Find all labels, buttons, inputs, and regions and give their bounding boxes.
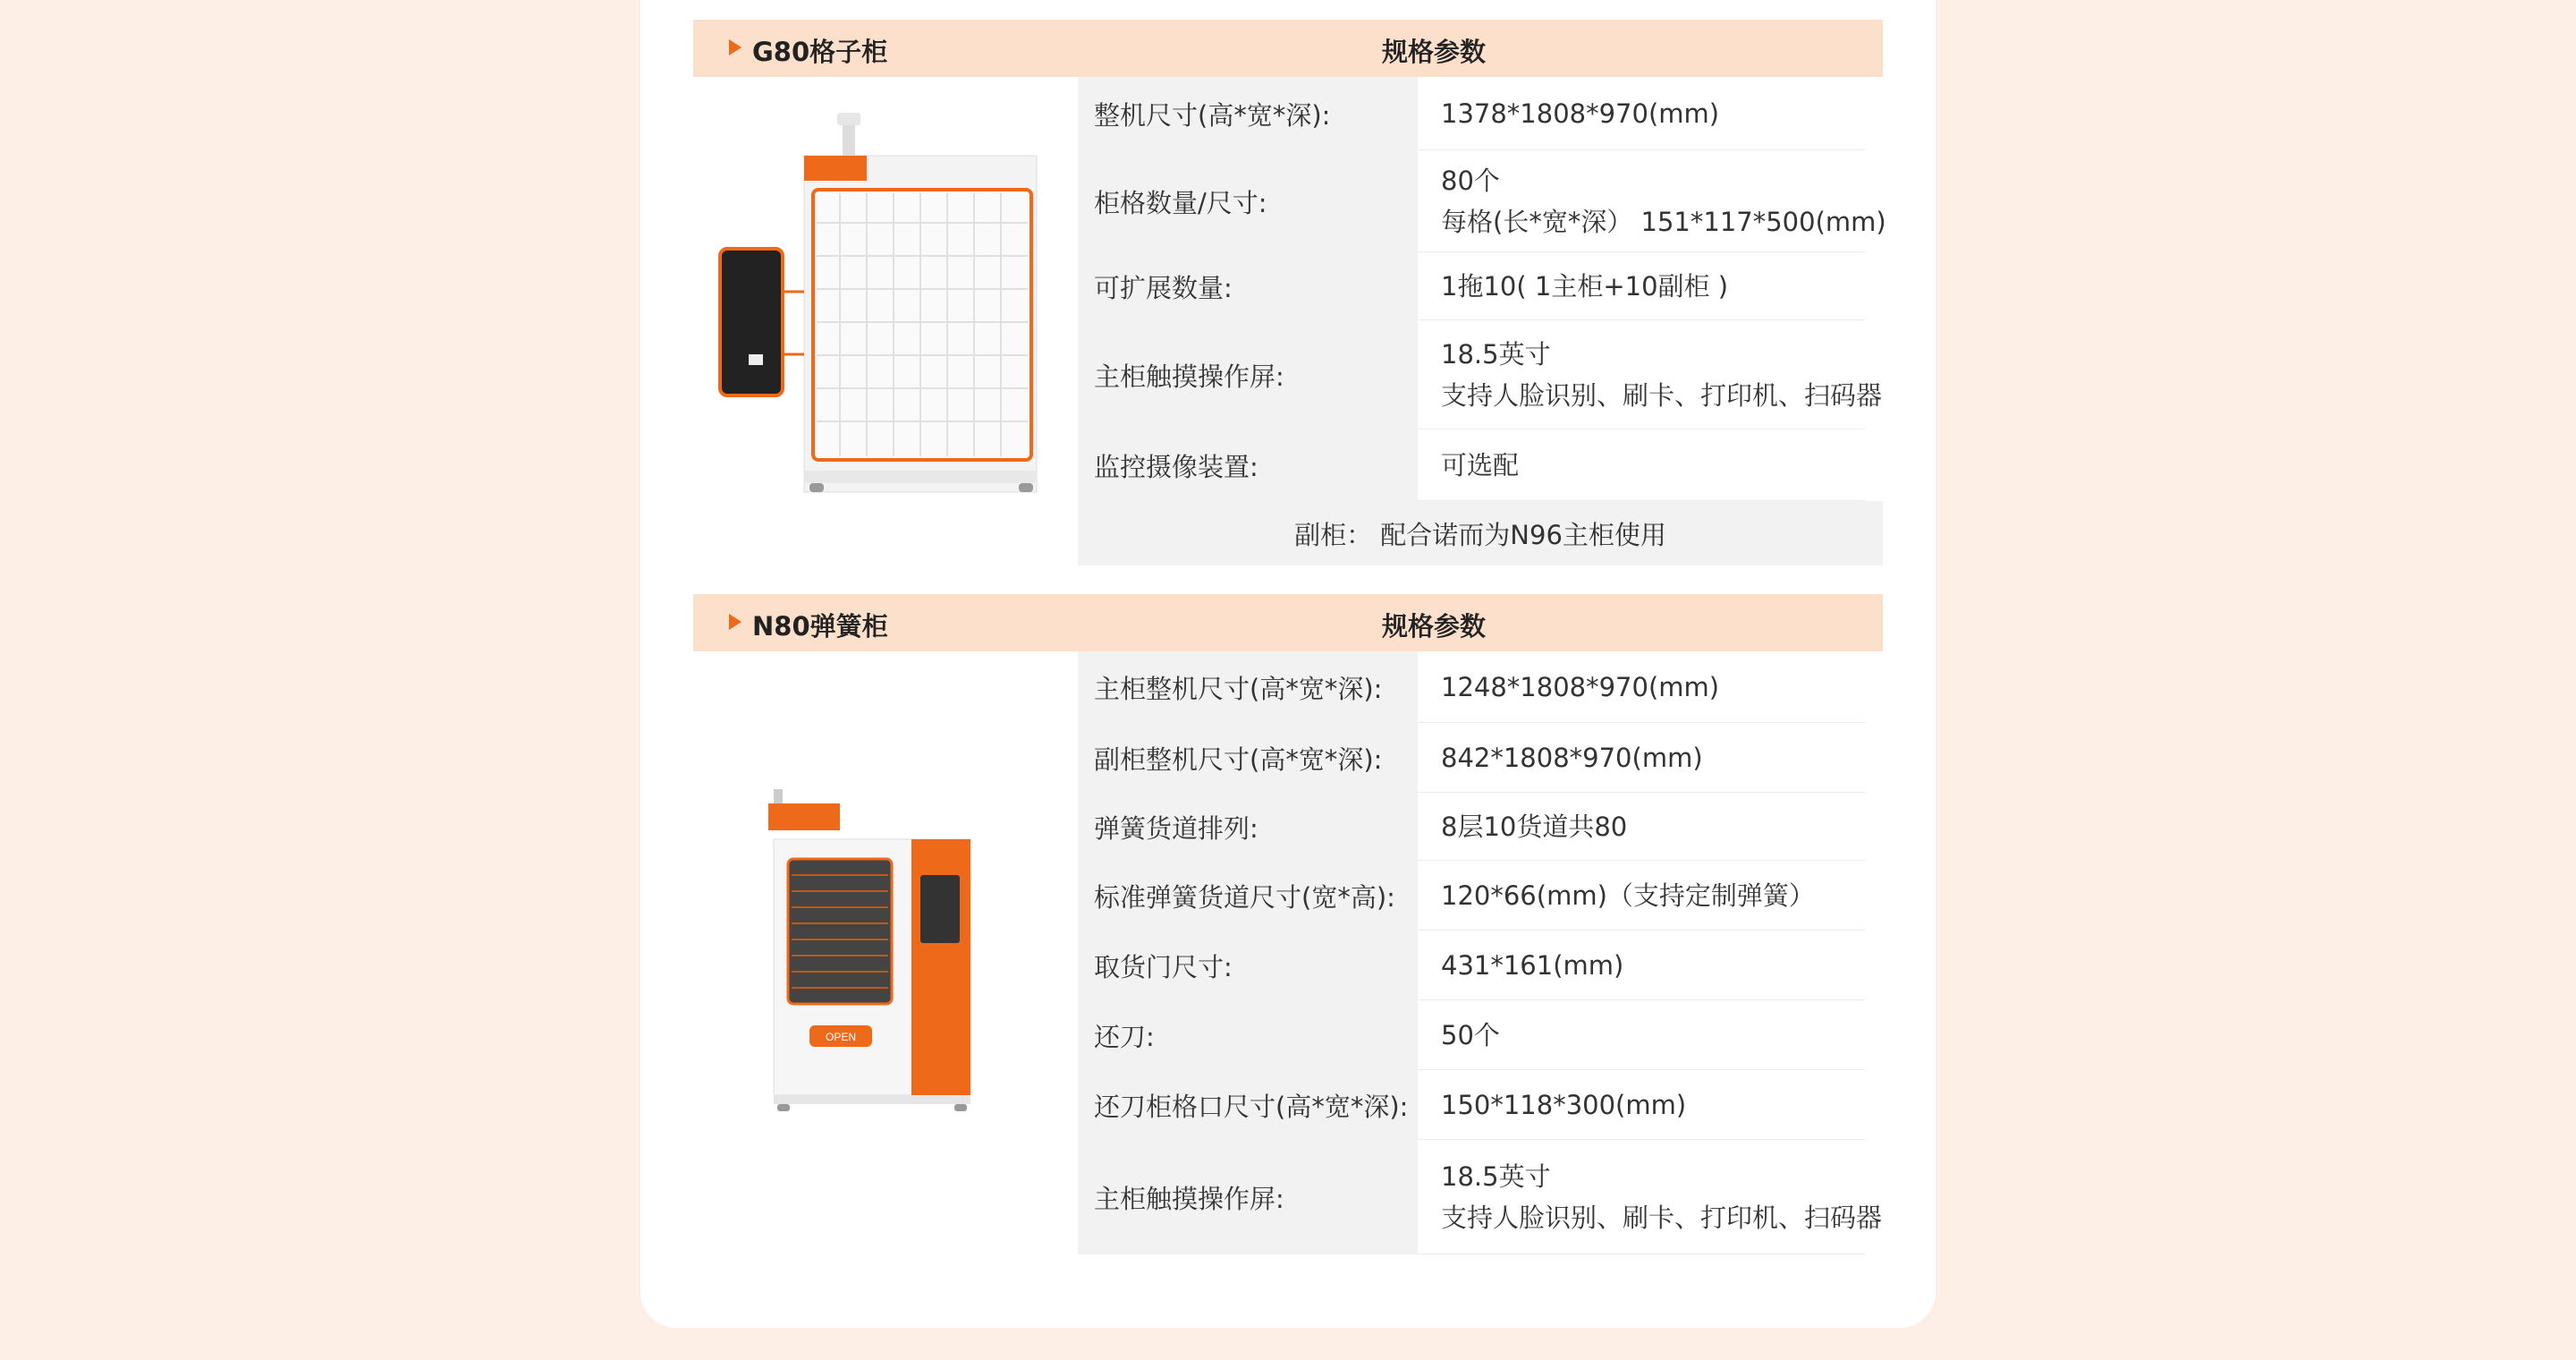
spec-value: 1拖10( 1主柜+10副柜 ) <box>1418 252 1865 320</box>
spec-row <box>1078 1070 1883 1140</box>
spec-value: 1248*1808*970(mm) <box>1418 651 1865 723</box>
product-section-n80 <box>693 594 1883 1233</box>
spec-row <box>1078 150 1886 252</box>
spec-value: 50个 <box>1418 1000 1865 1070</box>
spec-label: 主柜触摸操作屏: <box>1078 1140 1418 1254</box>
spec-value: 80个 每格(长*宽*深） 151*117*500(mm) <box>1418 150 1865 252</box>
spec-table <box>1078 77 1886 565</box>
product-name: N80弹簧柜 <box>752 611 888 642</box>
spec-value: 150*118*300(mm) <box>1418 1070 1865 1140</box>
spec-label: 主柜整机尺寸(高*宽*深): <box>1078 651 1418 723</box>
spec-row <box>1078 320 1883 429</box>
triangle-right-icon <box>729 614 741 630</box>
spec-label: 监控摄像装置: <box>1078 429 1418 501</box>
spec-value: 120*66(mm)（支持定制弹簧） <box>1418 861 1865 931</box>
spec-value: 18.5英寸 支持人脸识别、刷卡、打印机、扫码器 <box>1418 1140 1865 1254</box>
spec-row <box>1078 1140 1883 1254</box>
spec-row <box>1078 651 1883 723</box>
spec-value: 8层10货道共80 <box>1418 793 1865 861</box>
spec-label: 副柜整机尺寸(高*宽*深): <box>1078 723 1418 793</box>
spec-label: 柜格数量/尺寸: <box>1078 150 1418 252</box>
product-section-g80 <box>693 20 1886 550</box>
spec-title: 规格参数 <box>1382 611 1487 642</box>
spec-label: 主柜触摸操作屏: <box>1078 320 1418 429</box>
spec-row <box>1078 793 1883 861</box>
spec-row <box>1078 429 1883 501</box>
spec-label: 还刀柜格口尺寸(高*宽*深): <box>1078 1070 1418 1140</box>
spec-row <box>1078 931 1883 1000</box>
spring-vending-cabinet-image <box>765 786 988 1117</box>
spec-row <box>1078 1000 1883 1070</box>
spec-value: 842*1808*970(mm) <box>1418 723 1865 793</box>
spec-row <box>1078 861 1883 931</box>
spec-label: 取货门尺寸: <box>1078 931 1418 1000</box>
spec-value: 431*161(mm) <box>1418 931 1865 1000</box>
door-label: OPEN <box>825 1031 857 1043</box>
section-header <box>693 594 1883 651</box>
section-header <box>693 20 1883 77</box>
spec-value: 可选配 <box>1418 429 1865 501</box>
spec-table <box>1078 651 1883 1254</box>
product-name: G80格子柜 <box>752 37 888 67</box>
spec-row <box>1078 77 1883 150</box>
triangle-right-icon <box>729 39 741 55</box>
spec-value: 1378*1808*970(mm) <box>1418 77 1865 150</box>
spec-row <box>1078 723 1883 793</box>
spec-label: 还刀: <box>1078 1000 1418 1070</box>
spec-value: 18.5英寸 支持人脸识别、刷卡、打印机、扫码器 <box>1418 320 1865 429</box>
spec-label: 标准弹簧货道尺寸(宽*高): <box>1078 861 1418 931</box>
spec-label: 可扩展数量: <box>1078 252 1418 320</box>
spec-note: 副柜： 配合诺而为N96主柜使用 <box>1078 501 1883 565</box>
spec-label: 整机尺寸(高*宽*深): <box>1078 77 1418 150</box>
spec-label: 弹簧货道排列: <box>1078 793 1418 861</box>
spec-row <box>1078 252 1883 320</box>
locker-cabinet-image <box>711 113 1051 506</box>
spec-title: 规格参数 <box>1382 37 1487 67</box>
